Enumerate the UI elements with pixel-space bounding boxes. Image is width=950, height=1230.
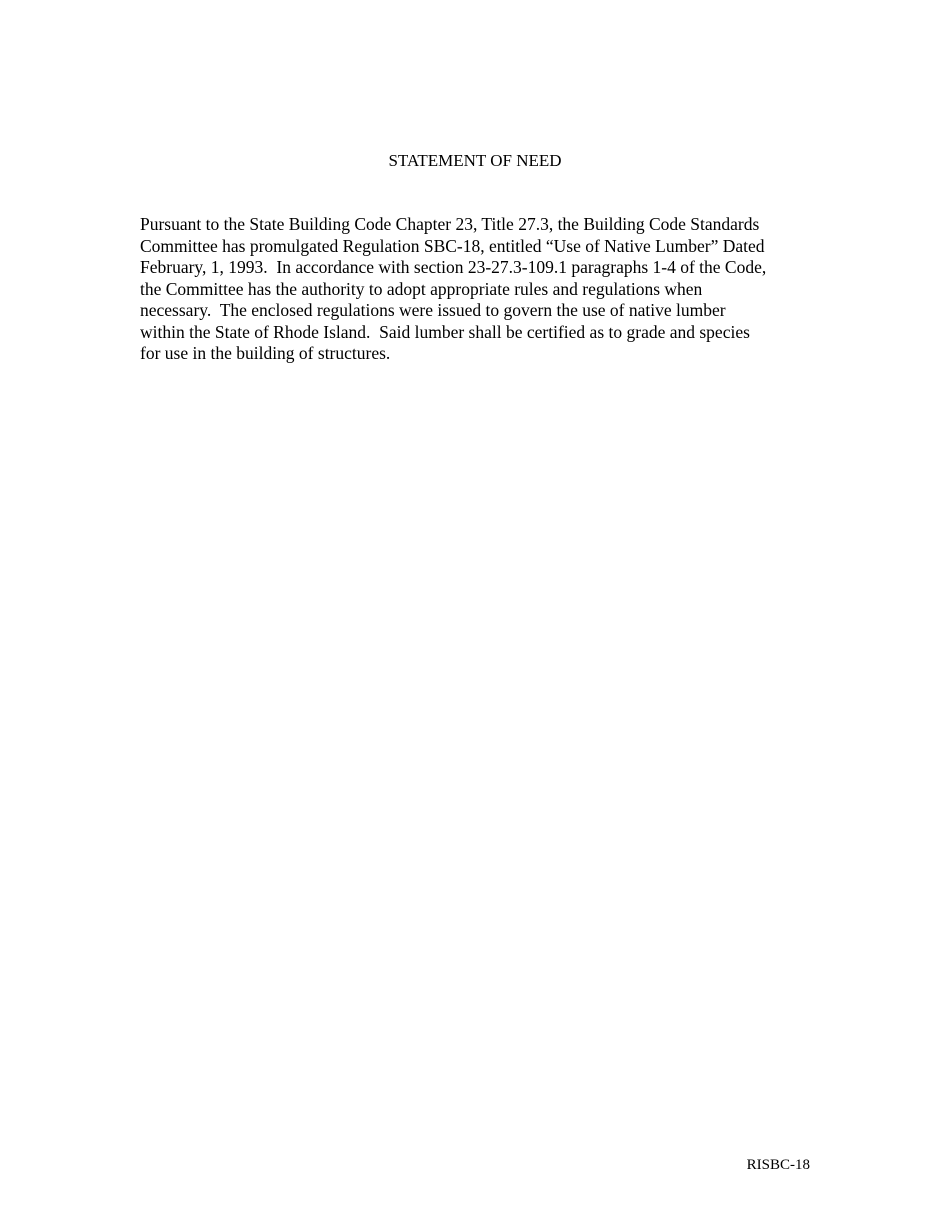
paragraph-line: within the State of Rhode Island. Said lumber shall be certified as to grade and species <box>140 321 750 342</box>
paragraph-line: Pursuant to the State Building Code Chapter 23, Title 27.3, the Building Code Standards <box>140 214 760 234</box>
paragraph-line: February, 1, 1993. In accordance with section 23-27.3-109.1 paragraphs 1-4 of the Code, <box>140 257 767 277</box>
page-footer-code: RISBC-18 <box>746 1157 810 1173</box>
paragraph-line: the Committee has the authority to adopt appropriate rules and regulations when <box>140 278 703 299</box>
paragraph-line: Committee has promulgated Regulation SBC-18, entitled “Use of Native Lumber” Dated <box>140 235 765 256</box>
page-title: STATEMENT OF NEED <box>388 151 562 170</box>
paragraph-line: necessary. The enclosed regulations were issued to govern the use of native lumber <box>140 300 726 320</box>
statement-paragraph <box>140 214 815 365</box>
paragraph-line: for use in the building of structures. <box>140 343 391 363</box>
